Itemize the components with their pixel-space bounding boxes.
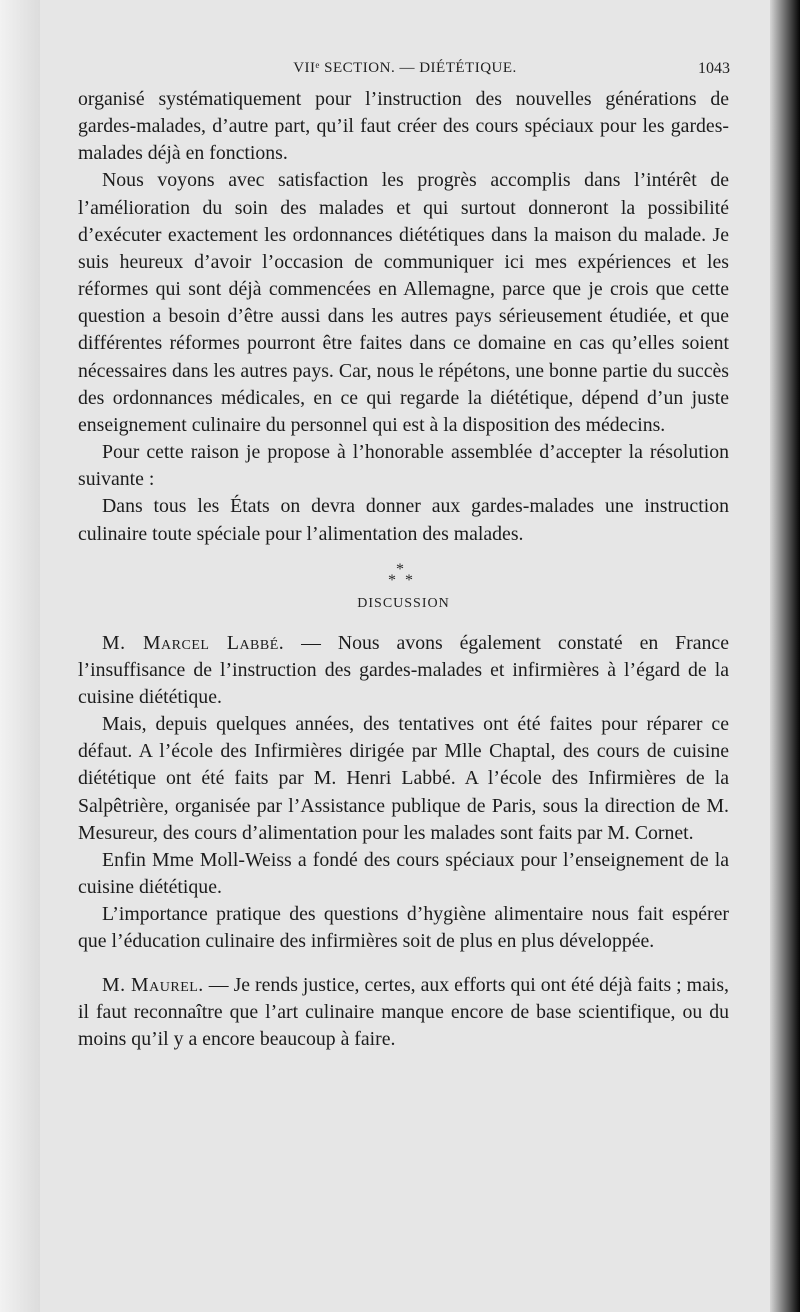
running-title: VIIᵉ SECTION. — DIÉTÉTIQUE. <box>293 60 517 76</box>
section-heading-discussion: DISCUSSION <box>357 595 450 611</box>
page-body <box>78 86 729 1053</box>
paragraph-labbe-moll-weiss: Enfin Mme Moll-Weiss a fondé des cours spéciaux pour l’enseignement de la cuisine diététique. <box>78 848 729 899</box>
asterism-star: * <box>405 571 413 589</box>
running-header <box>78 60 732 82</box>
paragraph-continued: organisé systématiquement pour l’instruction des nouvelles générations de gardes-malades, d’autre part, qu’il faut créer des cours spéciaux pour les gardes-malades déjà en fonctions. <box>78 88 729 165</box>
asterism-star: * <box>396 560 404 578</box>
paragraph-maurel <box>78 972 729 1053</box>
asterism-star: * <box>388 571 396 589</box>
speaker-name: M. Marcel Labbé. <box>102 631 285 654</box>
paragraph-labbe-conclusion: L’importance pratique des questions d’hygiène alimentaire nous fait espérer que l’éducation culinaire des infirmières soit de plus en plus développée. <box>78 903 729 953</box>
page-number: 1043 <box>698 60 730 77</box>
paragraph-proposal: Pour cette raison je propose à l’honorable assemblée d’accepter la résolution suivante : <box>78 441 729 491</box>
paragraph-labbe-attempts: Mais, depuis quelques années, des tentatives ont été faites pour réparer ce défaut. A l’école des Infirmières dirigée par Mlle Chaptal, des cours de cuisine diététique ont été faits par M. Henri Labbé. A l’école des Infirmières de la Salpêtrière, organisée par l’Assistance publique de Paris, sous la direction de M. Mesureur, des cours d’alimentation pour les malades sont faits par M. Cornet. <box>78 713 729 844</box>
paragraph-resolution: Dans tous les États on devra donner aux gardes-malades une instruction culinaire toute spéciale pour l’alimentation des malades. <box>78 495 729 545</box>
asterism <box>78 556 729 589</box>
speech-text: — Je rends justice, certes, aux efforts qui ont été déjà faits ; mais, il faut reconnaître que l’art culinaire manque encore de base scientifique, ou du moins qu’il y a encore beaucoup à faire. <box>78 973 729 1050</box>
paragraph-labbe-intro <box>78 630 729 711</box>
paragraph-progress: Nous voyons avec satisfaction les progrès accomplis dans l’intérêt de l’amélioration du soin des malades et qui surtout donneront la possibilité d’exécuter exactement les ordonnances diététiques dans la maison du malade. Je suis heureux d’avoir l’occasion de communiquer ici mes expériences et les réformes qui sont déjà commencées en Allemagne, parce que je crois que cette question a besoin d’être aussi dans les autres pays sérieusement étudiée, et que différentes réformes pourront être faites dans ce domaine en cas qu’elles soient nécessaires dans les autres pays. Car, nous le répétons, une bonne partie du succès des ordonnances médicales, en ce qui regarde la diététique, dépend d’un juste enseignement culinaire du personnel qui est à la disposition des médecins. <box>78 169 729 436</box>
spacer <box>78 956 729 972</box>
speaker-name: M. Maurel. <box>102 973 204 996</box>
speech-text: — Nous avons également constaté en France l’insuffisance de l’instruction des gardes-malades et infirmières à l’égard de la cuisine diététique. <box>78 631 729 708</box>
